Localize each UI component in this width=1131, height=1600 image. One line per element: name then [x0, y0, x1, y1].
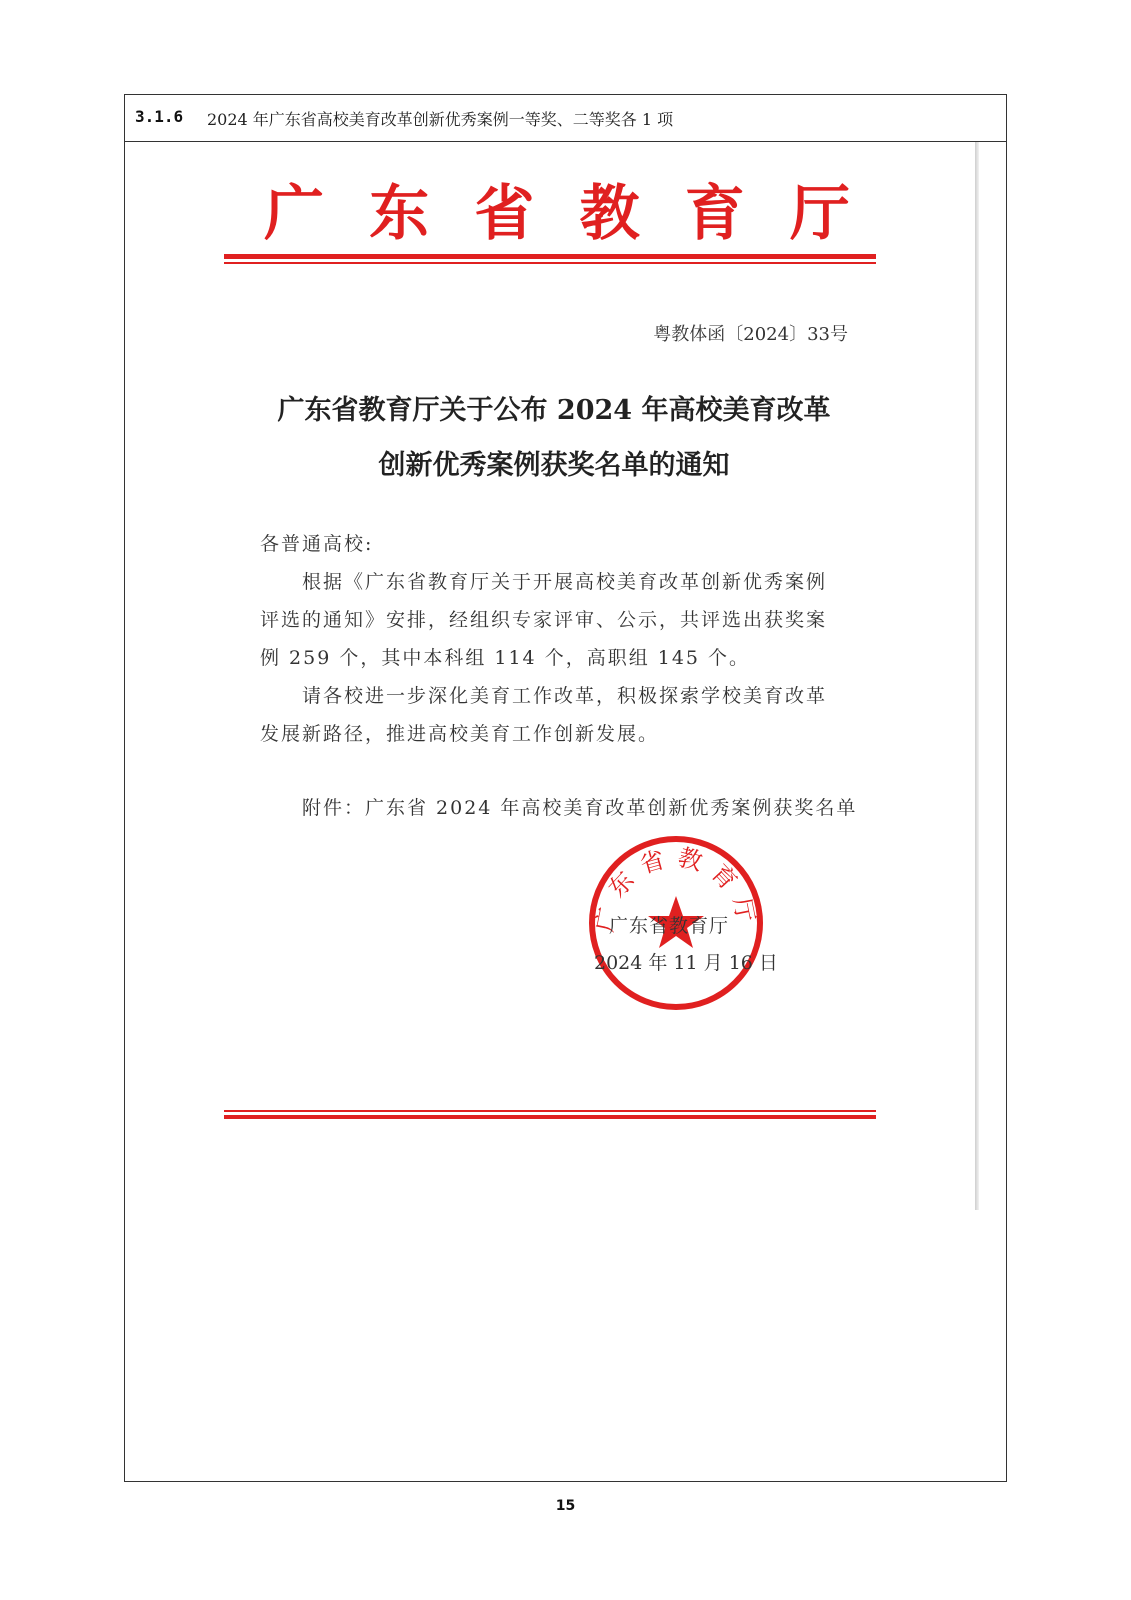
bottom-red-rule	[224, 1110, 876, 1112]
signature-date: 2024 年 11 月 16 日	[594, 952, 778, 974]
masthead-red-rule	[224, 254, 876, 259]
document-title-line-2: 创新优秀案例获奖名单的通知	[378, 450, 730, 481]
document-number: 粤教体函〔2024〕33号	[653, 324, 848, 345]
masthead-char: 厅	[789, 179, 850, 249]
masthead-char: 广	[264, 179, 324, 249]
seal-ring-text: 广东省教育厅	[590, 842, 762, 935]
body-line: 评选的通知》安排，经组织专家评审、公示，共评选出获奖案	[260, 609, 828, 631]
masthead-char: 省	[474, 179, 535, 249]
body-line: 根据《广东省教育厅关于开展高校美育改革创新优秀案例	[302, 571, 828, 593]
section-title: 2024 年广东省高校美育改革创新优秀案例一等奖、二等奖各 1 项	[207, 110, 674, 129]
section-header-row	[125, 95, 1006, 142]
section-number: 3.1.6	[135, 107, 184, 126]
bottom-red-rule-thick	[224, 1115, 876, 1119]
body-line: 发展新路径，推进高校美育工作创新发展。	[260, 723, 660, 745]
masthead-char: 育	[684, 179, 745, 249]
document-title-line-1: 广东省教育厅关于公布 2024 年高校美育改革	[277, 395, 831, 426]
salutation: 各普通高校:	[260, 533, 374, 555]
page-number: 15	[555, 1498, 576, 1514]
embedded-official-document	[224, 140, 976, 1206]
masthead-char: 东	[369, 179, 430, 249]
masthead-char: 教	[579, 179, 640, 249]
body-line: 请各校进一步深化美育工作改革，积极探索学校美育改革	[302, 685, 828, 707]
attachment-line: 附件：广东省 2024 年高校美育改革创新优秀案例获奖名单	[302, 797, 858, 819]
masthead-red-rule-thin	[224, 262, 876, 264]
issuer-masthead	[224, 179, 880, 249]
body-line: 例 259 个，其中本科组 114 个，高职组 145 个。	[260, 647, 751, 669]
signature-organization: 广东省教育厅	[609, 915, 730, 937]
